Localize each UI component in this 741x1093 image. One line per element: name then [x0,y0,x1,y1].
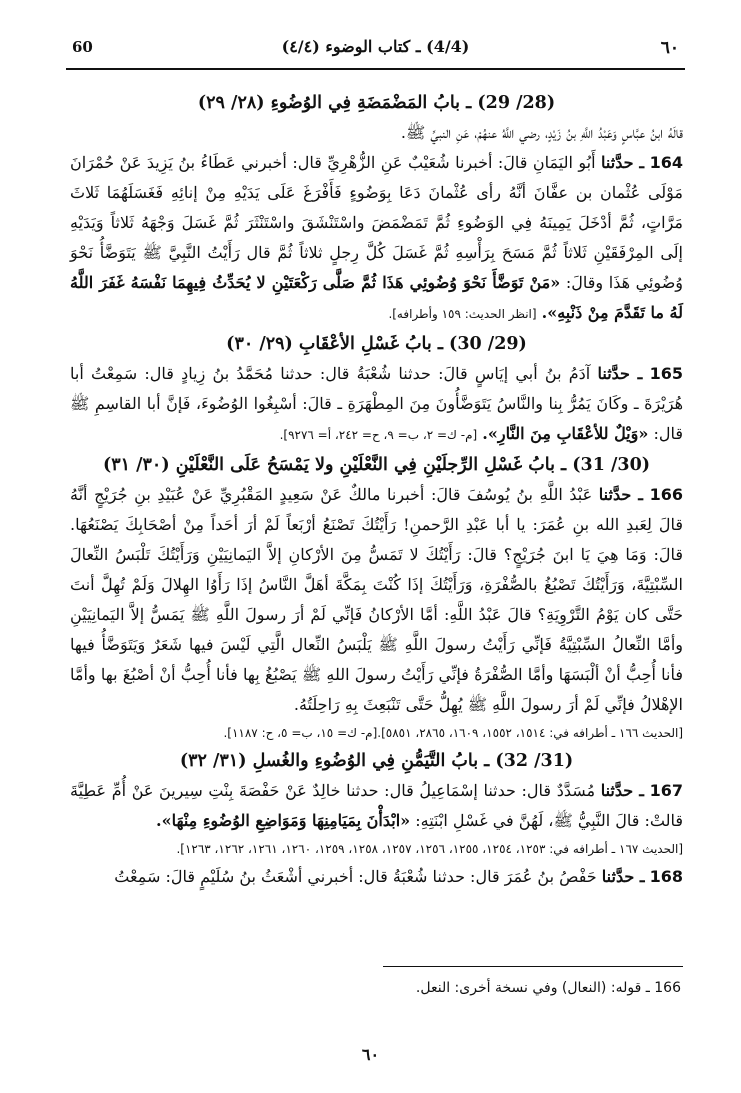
hadith-text: آدَمُ بنُ أبي إيَاسٍ قالَ: حدثنا شُعْبَةُ قال: حدثنا مُحَمَّدُ بنُ زِيادٍ قال: سَمِعْتُ أبا هُرَيْرَةَ ـ وكَانَ يَمُرُّ بِنا والنَّاسُ يَتَوَضَّأُونَ مِنَ المِطْهَرَةِ ـ قالَ: أسْبِغُوا الوُضُوءَ، فَإنَّ أبا القاسِمِ ﷺ قال: [70,364,683,443]
hadith-reference: [انظر الحديث: ١٥٩ وأطرافه]. [388,307,537,321]
hadith-reference: [الحديث ١٦٦ ـ أطرافه في: ١٥١٤، ١٥٥٢، ١٦٠٩، ٢٨٦٥، ٥٨٥١].[م- ك= ١٥، ب= ٥، ح: ١١٨٧]. [223,726,683,740]
hadith-number: 167 [649,781,684,800]
footnote-divider [383,966,683,967]
hadith-lead: ـ حدَّثنا [597,364,643,383]
hadith-quote: «ابْدَأْنَ بِمَيَامِنِهَا وَمَوَاضِعِ الوُضُوءِ مِنْهَا». [156,811,411,830]
hadith-165 [70,359,683,450]
page-body [70,88,683,892]
hadith-164 [70,148,683,329]
chapter-heading: (29/ 30) ـ بابُ غَسْلِ الأعْقَابِ (٢٩/ ٣٠) [226,334,527,354]
hadith-quote: «وَيْلٌ للأعْقَابِ مِنَ النَّارِ». [482,424,649,443]
chapter-heading: (31/ 32) ـ بابُ التَّيَمُّنِ فِي الوُضُوءِ والغُسلِ (٣١/ ٣٢) [179,751,574,771]
chapter-heading: (28/ 29) ـ بابُ المَضْمَضَةِ فِي الوُضُوءِ (٢٨/ ٢٩) [197,93,556,113]
hadith-number: 165 [649,364,684,383]
hadith-lead: ـ حدَّثنا [601,867,645,886]
hadith-168 [70,862,683,892]
hadith-lead: ـ حدَّثنا [600,781,644,800]
running-title: (4/4) ـ كتاب الوضوء (٤/٤) [281,37,470,56]
page-folio: ٦٠ [361,1045,380,1064]
hadith-166 [70,480,683,720]
hadith-167 [70,776,683,836]
chapter-heading: (30/ 31) ـ بابُ غَسْلِ الرِّجلَيْنِ فِي النَّعْلَيْنِ ولا يَمْسَحُ عَلَى النَّعْلَيْنِ (٣٠/ ٣١) [102,455,651,475]
hadith-number: 166 [649,485,684,504]
hadith-number: 168 [649,867,683,886]
running-header [66,28,685,70]
hadith-text: عَبْدُ اللَّهِ بنُ يُوسُفَ قالَ: أخبرنا مالكٌ عَنْ سَعِيدٍ المَقْبُرِيِّ عَنْ عُبَيْدِ بنِ جُرَيْجٍ أنَّهُ قالَ لِعَبدِ الله بنِ عُمَرَ: يا أبا عَبْدِ الرَّحمنِ! رَأَيْتُكَ تَصْنَعُ أرْبَعاً لَمْ أرَ أحَداً مِنْ أصْحَابِكَ يَصْنَعُهَا. قالَ: وَمَا هِيَ يَا ابنَ جُرَيْجٍ؟ قالَ: رَأَيْتُكَ لا تَمَسُّ مِنَ الأرْكانِ إلاَّ اليَمانِيَيْنِ وَرَأَيْتُكَ تَلْبَسُ النِّعالَ السِّبْتِيَّةَ، وَرَأَيْتُكَ تَصْبُغُ بالصُّفْرَةِ، وَرَأَيْتُكَ إذَا كُنْتَ بِمَكَّةَ أهَلَّ النَّاسُ إذَا رَأَوُا الهِلالَ وَلَمْ تُهِلَّ أنتَ حَتَّى كان يَوْمُ التَّرْوِيَةِ؟ قالَ عَبْدُ اللَّهِ: أمَّا الأرْكانُ فَإنِّي لَمْ أرَ رسولَ اللَّهِ ﷺ يَمَسُّ إلاَّ اليَمانِيَيْنِ وأمَّا النِّعالُ السِّبْتِيَّةُ فَإنِّي رَأَيْتُ رسولَ اللَّهِ ﷺ يَلْبَسُ النِّعال الَّتِي لَيْسَ فيها شَعَرٌ وَيَتَوَضَّأُ فيها فأنا أُحِبُّ أنْ ألْبَسَهَا وأمَّا الصُّفْرَةُ فإنِّي رَأَيْتُ رسولَ اللهِ ﷺ يَصْبُغُ بِها فأنا أُحِبُّ أنْ أصْبُغَ بها وأمَّا الإهْلالُ فإنِّي لَمْ أرَ رسولَ اللَّهِ ﷺ يُهِلُّ حَتَّى تَنْبَعِثَ بِهِ رَاحِلَتُهُ. [70,485,683,714]
hadith-text: حَفْصُ بنُ عُمَرَ قال: حدثنا شُعْبَةُ قال: أخبرني أشْعَثُ بنُ سُلَيْمٍ قالَ: سَمِعْتُ [114,867,597,886]
footnote: 166 ـ قوله: (النعال) وفي نسخة أخرى: النعل. [415,980,681,996]
hadith-text: أَبُو اليَمَانِ قالَ: أخبرنا شُعَيْبٌ عَنِ الزُّهْرِيِّ قال: أخبرني عَطَاءُ بنُ يَزِيدَ عَنْ حُمْرَانَ مَوْلَى عُثْمان بن عفَّانَ أنَّهُ رأى عُثْمانَ دَعَا بِوَضُوءٍ فَأَفْرَغَ عَلَى يَدَيْهِ مِنْ إنائِهِ فَغَسَلَهُمَا ثَلاثَ مَرَّاتٍ، ثُمَّ أدْخَلَ يَمِينَهُ فِي الوَضُوءِ ثُمَّ تَمَضْمَضَ واسْتَنْشَقَ واسْتَنْثَرَ ثُمَّ غَسَلَ وَجْهَهُ ثَلاثاً وَيَدَيْهِ إلَى المِرْفَقَيْنِ ثَلاثاً ثُمَّ مَسَحَ بِرَأْسِهِ ثُمَّ غَسَلَ كُلَّ رِجلٍ ثلاثاً ثُمَّ قال رَأَيْتُ النَّبِيَّ ﷺ يَتَوَضَّأُ نَحْوَ وُضُوئِي هَذَا وقالَ: [70,153,684,292]
hadith-lead: ـ حدَّثنا [598,485,643,504]
hadith-reference: [الحديث ١٦٧ ـ أطرافه في: ١٢٥٣، ١٢٥٤، ١٢٥٥، ١٢٥٦، ١٢٥٧، ١٢٥٨، ١٢٥٩، ١٢٦٠، ١٢٦١، ١٢٦٢، ١٢٦٣]. [176,842,683,856]
hadith-number: 164 [649,153,684,172]
page-number-arabic: ٦٠ [660,38,679,58]
chapter-intro: قالَهُ ابنُ عبَّاسٍ وَعَبْدُ اللَّهِ بنُ زَيْدٍ، رضي اللَّهُ عنهُمْ، عَنِ النبيِّ ﷺ. [400,123,683,142]
hadith-text: مُسَدَّدٌ قال: حدثنا إسْمَاعِيلُ قال: حدثنا خالِدٌ عَنْ حَفْصَةَ بِنْتِ سِيرينَ عَنْ أُمِّ عَطِيَّةَ قالتْ: قالَ النَّبِيُّ ﷺ، لَهُنَّ في غَسْلِ ابْنَتِهِ: [70,781,683,830]
page-number-latin: 60 [72,38,93,56]
hadith-lead: ـ حدَّثنا [601,153,645,172]
hadith-reference: [م- ك= ٢، ب= ٩، ح= ٢٤٢، أ= ٩٢٧٦]. [279,428,478,442]
hadith-quote: «مَنْ تَوَضَّأَ نَحْوَ وُضُوئِي هَذَا ثُمَّ صَلَّى رَكْعَتَيْنِ لا يُحَدِّثُ فِيهِمَا نَفْسَهُ غَفَرَ اللَّهُ لَهُ ما تَقَدَّمَ مِنْ ذَنْبِهِ». [70,273,683,322]
